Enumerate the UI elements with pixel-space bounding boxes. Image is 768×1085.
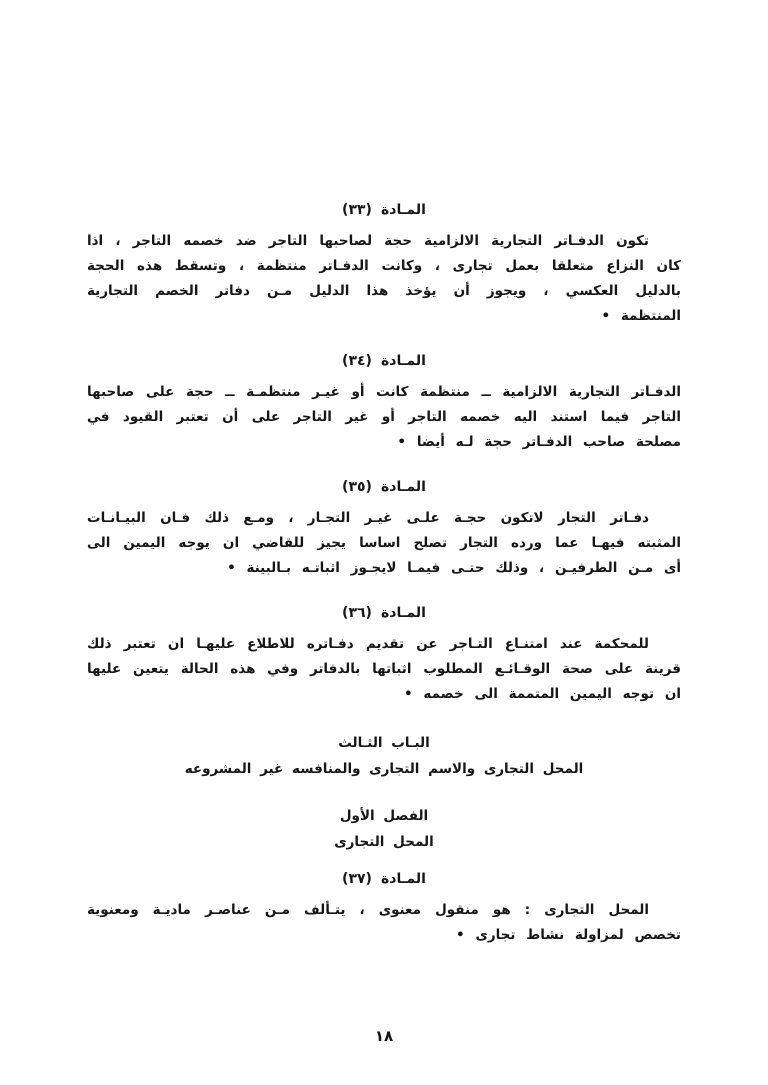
article-33-heading: المـادة (٣٣) [342,202,426,218]
article-34-body: الدفـاتر التجارية الالزامية ــ منتظمة كانت أو غيـر منتظمـة ــ حجة على صاحبها التاجر فيما استند اليه خصمه التاجر أو غير التاجر على أن تعتبر القيود في مصلحة صاحب الدفـاتر حجة لـه أيضا • [87,384,681,450]
part-heading [87,731,681,782]
article-33-body: تكون الدفـاتر التجارية الالزامية حجة لصاحبها التاجر ضد خصمه التاجر ، اذا كان النزاع متعلقا بعمل تجارى ، وكانت الدفـاتر منتظمة ، وتسقط هذه الحجة بالدليل العكسي ، ويجوز أن يؤخذ هذا الدليل مـن دفاتر الخصم التجارية المنتظمة • [87,233,681,324]
article-37 [87,871,681,948]
article-36 [87,605,681,707]
article-35-heading: المـادة (٣٥) [342,479,426,495]
chapter-subtitle: المحل التجارى [334,834,434,850]
article-34-heading: المـادة (٣٤) [342,353,426,369]
article-34 [87,353,681,455]
article-33 [87,202,681,329]
article-35 [87,479,681,581]
article-36-body: للمحكمة عند امتنـاع التـاجر عن تقديم دفـاتره للاطلاع عليهـا ان تعتبر ذلك قرينة على صحة الوقـائـع المطلوب اثباتها بالدفاتر وفي هذه الحالة يتعين عليها ان توجه اليمين المتممة الى خصمه • [87,636,681,702]
article-36-heading: المـادة (٣٦) [342,605,426,621]
chapter-title: الفصل الأول [339,808,429,824]
page-content [87,196,681,972]
article-37-heading: المـادة (٣٧) [342,871,426,887]
chapter-heading [87,804,681,855]
page-number: ١٨ [374,1027,394,1045]
part-subtitle: المحل التجارى والاسم التجارى والمنافسه غير المشروعه [184,761,584,777]
article-37-body: المحل التجارى : هو منقول معنوى ، يتـألف مـن عناصـر ماديـة ومعنوية تخصص لمزاولة نشاط تجارى • [87,902,681,943]
article-35-body: دفـاتر التجار لاتكون حجـة علـى غيـر التجـار ، ومـع ذلك فـان البيـانـات المثبته فيهـا عما ورده التجار تصلح اساسا يجيز للقاضي ان يوجه اليمين الى أى مـن الطرفيـن ، وذلك حتـى فيمـا لايجـوز اثباتـه بـالبينة • [87,510,681,576]
part-title: البـاب الثـالث [338,735,430,751]
